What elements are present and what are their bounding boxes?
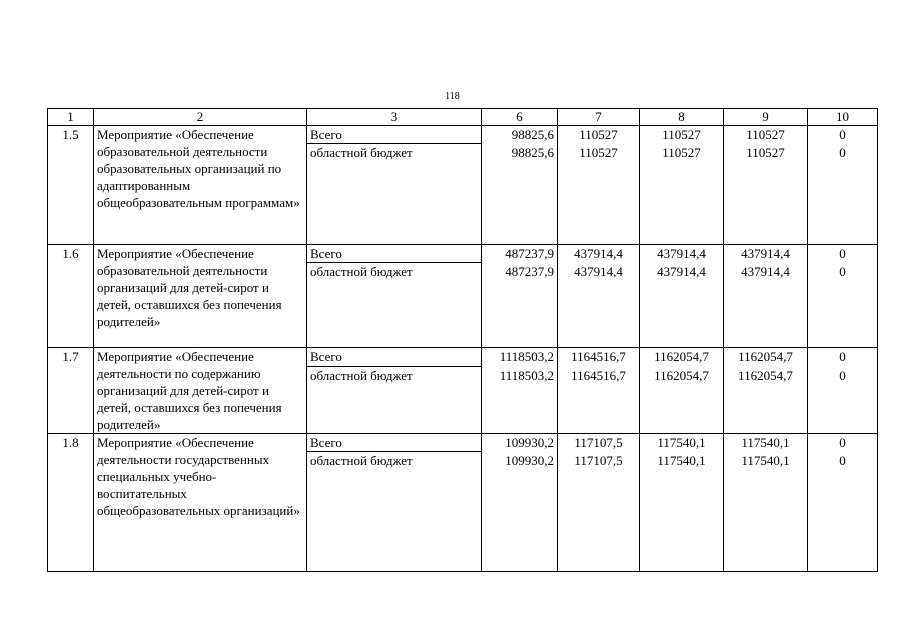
funding-source: Всего xyxy=(307,348,482,367)
value-cell: 1162054,7 xyxy=(640,367,724,434)
value-cell: 109930,2 xyxy=(482,452,558,572)
measure-name: Мероприятие «Обеспечение образовательной деятельности образовательных организаций по адаптированным общеобразовательным программам» xyxy=(94,126,307,245)
value-cell: 1162054,7 xyxy=(724,367,808,434)
row-number: 1.5 xyxy=(48,126,94,245)
value-cell: 437914,4 xyxy=(558,263,640,348)
value-cell: 487237,9 xyxy=(482,245,558,263)
value-cell: 98825,6 xyxy=(482,144,558,245)
header-cell: 8 xyxy=(640,109,724,126)
row-number: 1.8 xyxy=(48,434,94,572)
header-cell: 10 xyxy=(808,109,878,126)
value-cell: 110527 xyxy=(724,144,808,245)
budget-table xyxy=(47,108,878,572)
value-cell: 0 xyxy=(808,348,878,367)
value-cell: 117540,1 xyxy=(724,452,808,572)
value-cell: 110527 xyxy=(640,144,724,245)
header-cell: 9 xyxy=(724,109,808,126)
value-cell: 437914,4 xyxy=(640,245,724,263)
funding-source: областной бюджет xyxy=(307,367,482,434)
value-cell: 0 xyxy=(808,245,878,263)
value-cell: 1164516,7 xyxy=(558,367,640,434)
funding-source: областной бюджет xyxy=(307,144,482,245)
value-cell: 0 xyxy=(808,367,878,434)
value-cell: 1118503,2 xyxy=(482,367,558,434)
measure-name: Мероприятие «Обеспечение деятельности по содержанию организаций для детей-сирот и детей, оставшихся без попечения родителей» xyxy=(94,348,307,434)
value-cell: 110527 xyxy=(640,126,724,144)
header-cell: 3 xyxy=(307,109,482,126)
value-cell: 0 xyxy=(808,144,878,245)
header-cell: 6 xyxy=(482,109,558,126)
value-cell: 1164516,7 xyxy=(558,348,640,367)
table-row xyxy=(48,126,878,144)
value-cell: 117540,1 xyxy=(640,434,724,452)
header-cell: 7 xyxy=(558,109,640,126)
value-cell: 1162054,7 xyxy=(724,348,808,367)
funding-source: Всего xyxy=(307,434,482,452)
funding-source: Всего xyxy=(307,245,482,263)
value-cell: 437914,4 xyxy=(724,263,808,348)
value-cell: 1118503,2 xyxy=(482,348,558,367)
header-cell: 2 xyxy=(94,109,307,126)
value-cell: 487237,9 xyxy=(482,263,558,348)
value-cell: 117107,5 xyxy=(558,452,640,572)
value-cell: 109930,2 xyxy=(482,434,558,452)
value-cell: 0 xyxy=(808,263,878,348)
measure-name: Мероприятие «Обеспечение деятельности государственных специальных учебно-воспитательных общеобразовательных организаций» xyxy=(94,434,307,572)
value-cell: 98825,6 xyxy=(482,126,558,144)
table-row xyxy=(48,348,878,367)
value-cell: 110527 xyxy=(558,126,640,144)
value-cell: 437914,4 xyxy=(640,263,724,348)
funding-source: Всего xyxy=(307,126,482,144)
value-cell: 117107,5 xyxy=(558,434,640,452)
header-row xyxy=(48,109,878,126)
table-row xyxy=(48,434,878,452)
value-cell: 0 xyxy=(808,126,878,144)
funding-source: областной бюджет xyxy=(307,263,482,348)
value-cell: 117540,1 xyxy=(724,434,808,452)
page-number: 118 xyxy=(445,91,460,102)
value-cell: 1162054,7 xyxy=(640,348,724,367)
value-cell: 437914,4 xyxy=(724,245,808,263)
funding-source: областной бюджет xyxy=(307,452,482,572)
value-cell: 0 xyxy=(808,434,878,452)
value-cell: 0 xyxy=(808,452,878,572)
value-cell: 110527 xyxy=(558,144,640,245)
value-cell: 437914,4 xyxy=(558,245,640,263)
measure-name: Мероприятие «Обеспечение образовательной деятельности организаций для детей-сирот и детей, оставшихся без попечения родителей» xyxy=(94,245,307,348)
header-cell: 1 xyxy=(48,109,94,126)
table-row xyxy=(48,245,878,263)
row-number: 1.7 xyxy=(48,348,94,434)
row-number: 1.6 xyxy=(48,245,94,348)
value-cell: 117540,1 xyxy=(640,452,724,572)
value-cell: 110527 xyxy=(724,126,808,144)
